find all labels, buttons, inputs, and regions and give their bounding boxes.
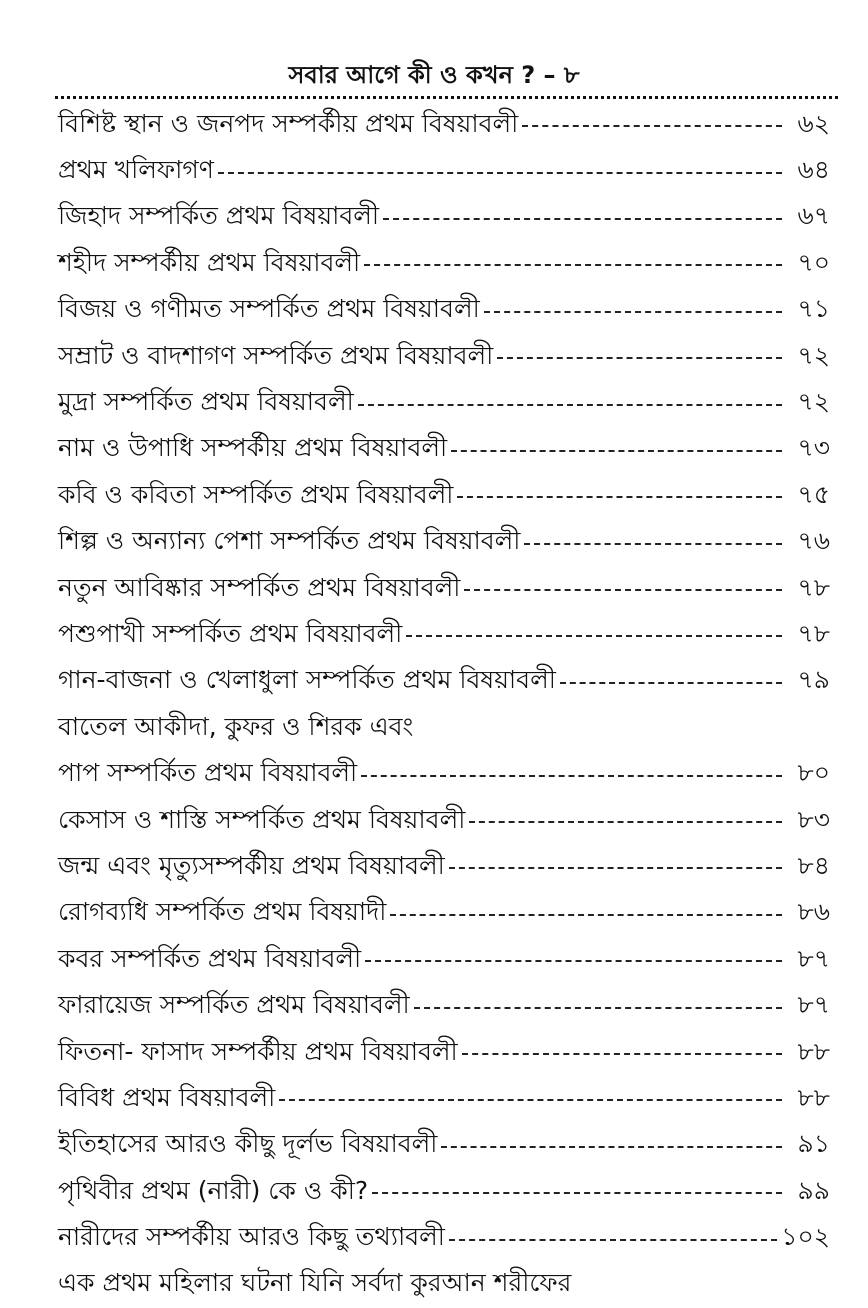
toc-entry-continued <box>0 705 868 751</box>
toc-leader-dashes <box>218 170 782 174</box>
toc-entry-title: নারীদের সম্পর্কীয় আরও কিছু তথ্যাবলী <box>58 1222 445 1252</box>
toc-entry <box>0 473 868 519</box>
toc-entry-title: কেসাস ও শাস্তি সম্পর্কিত প্রথম বিষয়াবলী <box>58 804 466 834</box>
toc-entry <box>0 612 868 658</box>
toc-leader-dashes <box>524 541 782 545</box>
toc-entry-page: ৭৫ <box>797 479 830 509</box>
toc-entry <box>0 844 868 890</box>
toc-entry-title: ফিতনা- ফাসাদ সম্পর্কীয় প্রথম বিষয়াবলী <box>58 1036 458 1066</box>
toc-entry-page: ৮৮ <box>797 1036 830 1066</box>
toc-entry-page: ৮৬ <box>797 897 830 927</box>
toc-entry-page: ৭২ <box>797 340 830 370</box>
toc-entry <box>0 659 868 705</box>
toc-entry-page: ৭৮ <box>797 572 830 602</box>
toc-entry <box>0 148 868 194</box>
toc-entry-page: ৯৯ <box>797 1175 830 1205</box>
toc-leader-dashes <box>279 1097 782 1101</box>
toc-leader-dashes <box>469 819 782 823</box>
toc-entry <box>0 288 868 334</box>
toc-entry-page: ৮৭ <box>797 943 830 973</box>
toc-leader-dashes <box>383 216 782 220</box>
toc-entry <box>0 1030 868 1076</box>
toc-entry-page: ৭২ <box>797 387 830 417</box>
toc-entry-page: ৬২ <box>797 108 830 138</box>
toc-entry-title: রোগব্যধি সম্পর্কিত প্রথম বিষয়াদী <box>58 897 387 927</box>
toc-entry-title: প্রথম খলিফাগণ <box>58 155 214 185</box>
toc-entry-title: বাতেল আকীদা, কুফর ও শিরক এবং <box>58 711 414 741</box>
toc-leader-dashes <box>451 448 782 452</box>
toc-entry-title: ইতিহাসের আরও কীছু দূর্লভ বিষয়াবলী <box>58 1129 438 1159</box>
toc-leader-dashes <box>364 262 782 266</box>
toc-leader-dashes <box>449 865 782 869</box>
toc-entry-page: ৭৩ <box>797 433 830 463</box>
toc-entry-page: ৮০ <box>797 758 830 788</box>
toc-entry <box>0 751 868 797</box>
header-divider <box>55 96 838 99</box>
toc-leader-dashes <box>522 123 782 127</box>
toc-leader-dashes <box>361 773 782 777</box>
toc-entry <box>0 1123 868 1169</box>
toc-leader-dashes <box>406 633 782 637</box>
toc-entry <box>0 380 868 426</box>
toc-leader-dashes <box>414 1005 782 1009</box>
toc-entry-page: ১০২ <box>781 1222 830 1252</box>
toc-leader-dashes <box>457 494 782 498</box>
toc-leader-dashes <box>365 958 782 962</box>
toc-entry <box>0 334 868 380</box>
toc-leader-dashes <box>484 309 782 313</box>
toc-entry-page: ৭০ <box>797 247 830 277</box>
toc-entry <box>0 1169 868 1215</box>
toc-entry <box>0 798 868 844</box>
toc-entry-title: এক প্রথম মহিলার ঘটনা যিনি সর্বদা কুরআন শরীফের <box>58 1268 572 1298</box>
toc-entry-title: পাপ সম্পর্কিত প্রথম বিষয়াবলী <box>58 758 358 788</box>
toc-entry-title: বিবিধ প্রথম বিষয়াবলী <box>58 1082 276 1112</box>
toc-entry-page: ৮৭ <box>797 990 830 1020</box>
toc-entry-page: ৭৯ <box>797 665 830 695</box>
toc-entry-title: শিল্প ও অন্যান্য পেশা সম্পর্কিত প্রথম বিষয়াবলী <box>58 526 521 556</box>
toc-entry-title: শহীদ সম্পর্কীয় প্রথম বিষয়াবলী <box>58 247 361 277</box>
toc-entry-title: কবি ও কবিতা সম্পর্কিত প্রথম বিষয়াবলী <box>58 479 454 509</box>
toc-leader-dashes <box>449 1237 777 1241</box>
toc-entry <box>0 520 868 566</box>
toc-entry-title: ফারায়েজ সম্পর্কিত প্রথম বিষয়াবলী <box>58 990 410 1020</box>
toc-entry-title: পৃথিবীর প্রথম (নারী) কে ও কী? <box>58 1175 369 1205</box>
toc-entry-continued <box>0 1262 868 1308</box>
toc-entry <box>0 102 868 148</box>
toc-entry-page: ৮৪ <box>797 850 830 880</box>
toc-entry <box>0 1076 868 1122</box>
toc-entry-title: কবর সম্পর্কিত প্রথম বিষয়াবলী <box>58 943 362 973</box>
toc-entry-page: ৭৬ <box>797 526 830 556</box>
toc-leader-dashes <box>372 1190 782 1194</box>
toc-entry-title: সম্রাট ও বাদশাগণ সম্পর্কিত প্রথম বিষয়াবলী <box>58 340 494 370</box>
table-of-contents <box>0 102 868 1308</box>
toc-leader-dashes <box>464 587 782 591</box>
toc-entry <box>0 937 868 983</box>
toc-entry-page: ৯১ <box>797 1129 830 1159</box>
toc-leader-dashes <box>390 912 782 916</box>
toc-entry <box>0 566 868 612</box>
toc-entry-page: ৭৮ <box>797 618 830 648</box>
toc-leader-dashes <box>560 680 782 684</box>
toc-leader-dashes <box>462 1051 782 1055</box>
toc-leader-dashes <box>358 402 782 406</box>
toc-entry-title: নাম ও উপাধি সম্পর্কীয় প্রথম বিষয়াবলী <box>58 433 448 463</box>
toc-entry-title: বিজয় ও গণীমত সম্পর্কিত প্রথম বিষয়াবলী <box>58 294 480 324</box>
toc-entry <box>0 195 868 241</box>
toc-entry-title: নতুন আবিষ্কার সম্পর্কিত প্রথম বিষয়াবলী <box>58 572 461 602</box>
toc-entry <box>0 427 868 473</box>
toc-entry <box>0 241 868 287</box>
toc-entry-page: ৬৪ <box>797 155 830 185</box>
toc-entry-title: মুদ্রা সম্পর্কিত প্রথম বিষয়াবলী <box>58 387 354 417</box>
toc-entry <box>0 891 868 937</box>
toc-entry-page: ৬৭ <box>797 201 830 231</box>
toc-entry-title: জিহাদ সম্পর্কিত প্রথম বিষয়াবলী <box>58 201 380 231</box>
toc-entry-page: ৮৩ <box>797 804 830 834</box>
toc-entry <box>0 1215 868 1261</box>
toc-entry-page: ৮৮ <box>797 1082 830 1112</box>
toc-entry-title: জন্ম এবং মৃত্যুসম্পর্কীয় প্রথম বিষয়াবলী <box>58 850 445 880</box>
toc-entry <box>0 983 868 1029</box>
toc-entry-title: বিশিষ্ট স্থান ও জনপদ সম্পর্কীয় প্রথম বিষয়াবলী <box>58 108 519 138</box>
page-header: সবার আগে কী ও কখন ? – ৮ <box>288 61 580 89</box>
toc-leader-dashes <box>497 355 782 359</box>
toc-entry-title: পশুপাখী সম্পর্কিত প্রথম বিষয়াবলী <box>58 618 403 648</box>
toc-entry-title: গান-বাজনা ও খেলাধুলা সম্পর্কিত প্রথম বিষয়াবলী <box>58 665 556 695</box>
toc-entry-page: ৭১ <box>797 294 830 324</box>
toc-leader-dashes <box>441 1144 782 1148</box>
